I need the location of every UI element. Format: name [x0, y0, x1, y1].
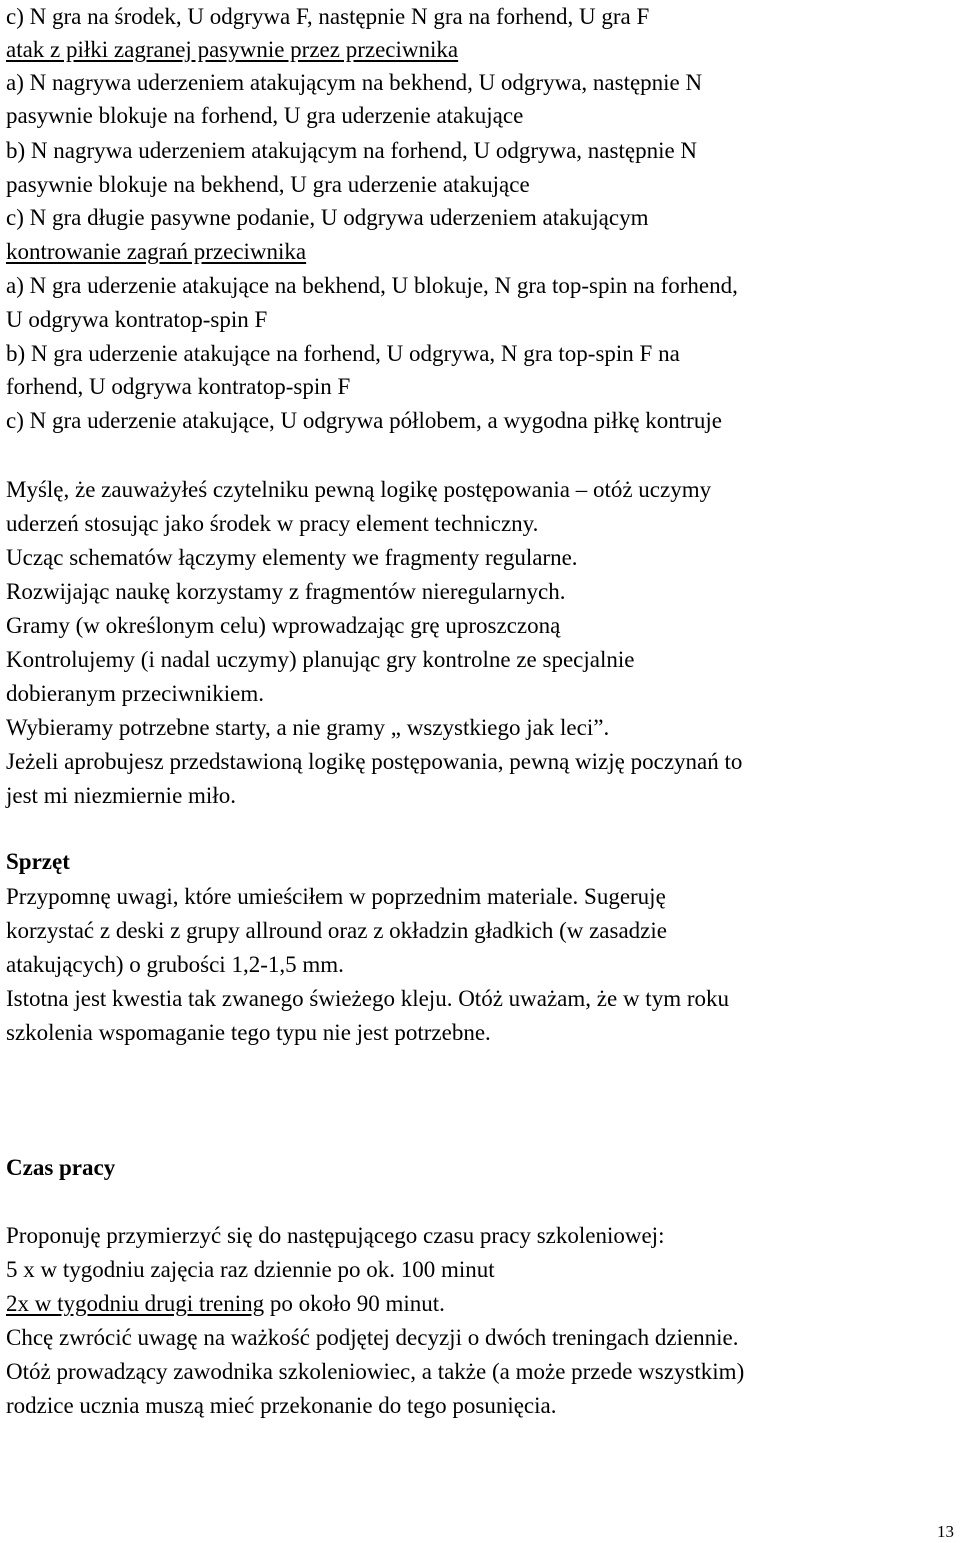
paragraph-line: atakujących) o grubości 1,2-1,5 mm. — [6, 952, 344, 977]
paragraph-line: Wybieramy potrzebne starty, a nie gramy „ wszystkiego jak leci”. — [6, 715, 610, 740]
paragraph-line: rodzice ucznia muszą mieć przekonanie do tego posunięcia. — [6, 1393, 557, 1418]
subheading-passive-attack: atak z piłki zagranej pasywnie przez przeciwnika — [6, 37, 459, 62]
paragraph-line: Jeżeli aprobujesz przedstawioną logikę postępowania, pewną wizję poczynań to — [6, 749, 743, 774]
subheading-countering: kontrowanie zagrań przeciwnika — [6, 239, 307, 264]
phrase-rest: po około 90 minut. — [264, 1291, 445, 1316]
drill-line: b) N nagrywa uderzeniem atakującym na forhend, U odgrywa, następnie N — [6, 138, 698, 163]
drill-line: a) N gra uderzenie atakujące na bekhend, U blokuje, N gra top-spin na forhend, — [6, 273, 738, 298]
paragraph-line — [6, 1287, 445, 1321]
paragraph-line: Myślę, że zauważyłeś czytelniku pewną logikę postępowania – otóż uczymy — [6, 477, 712, 502]
drill-line: c) N gra uderzenie atakujące, U odgrywa półlobem, a wygodna piłkę kontruje — [6, 408, 722, 433]
drill-line: a) N nagrywa uderzeniem atakującym na bekhend, U odgrywa, następnie N — [6, 70, 703, 95]
drill-line: pasywnie blokuje na forhend, U gra uderzenie atakujące — [6, 103, 524, 128]
drill-line: U odgrywa kontratop-spin F — [6, 307, 268, 332]
page-number: 13 — [937, 1522, 954, 1541]
paragraph-line: Gramy (w określonym celu) wprowadzając grę uproszczoną — [6, 613, 561, 638]
underlined-phrase: 2x w tygodniu drugi trening — [6, 1291, 265, 1316]
paragraph-line: Proponuję przymierzyć się do następującego czasu pracy szkoleniowej: — [6, 1223, 665, 1248]
paragraph-line: jest mi niezmiernie miło. — [6, 783, 236, 808]
paragraph-line: szkolenia wspomaganie tego typu nie jest potrzebne. — [6, 1020, 491, 1045]
paragraph-line: dobieranym przeciwnikiem. — [6, 681, 265, 706]
drill-line: forhend, U odgrywa kontratop-spin F — [6, 374, 351, 399]
paragraph-line: uderzeń stosując jako środek w pracy element techniczny. — [6, 511, 539, 536]
paragraph-line: Chcę zwrócić uwagę na ważkość podjętej decyzji o dwóch treningach dziennie. — [6, 1325, 739, 1350]
paragraph-line: Kontrolujemy (i nadal uczymy) planując gry kontrolne ze specjalnie — [6, 647, 635, 672]
paragraph-line: Ucząc schematów łączymy elementy we fragmenty regularne. — [6, 545, 578, 570]
paragraph-line: korzystać z deski z grupy allround oraz z okładzin gładkich (w zasadzie — [6, 918, 667, 943]
drill-line: pasywnie blokuje na bekhend, U gra uderzenie atakujące — [6, 172, 530, 197]
paragraph-line: Przypomnę uwagi, które umieściłem w poprzednim materiale. Sugeruję — [6, 884, 666, 909]
drill-line: c) N gra długie pasywne podanie, U odgrywa uderzeniem atakującym — [6, 205, 649, 230]
drill-line: c) N gra na środek, U odgrywa F, następnie N gra na forhend, U gra F — [6, 4, 650, 29]
paragraph-line: 5 x w tygodniu zajęcia raz dziennie po ok. 100 minut — [6, 1257, 495, 1282]
drill-line: b) N gra uderzenie atakujące na forhend, U odgrywa, N gra top-spin F na — [6, 341, 680, 366]
section-heading-work-time: Czas pracy — [6, 1155, 116, 1180]
paragraph-line: Istotna jest kwestia tak zwanego świeżego kleju. Otóż uważam, że w tym roku — [6, 986, 729, 1011]
section-heading-equipment: Sprzęt — [6, 849, 70, 874]
paragraph-line: Rozwijając naukę korzystamy z fragmentów nieregularnych. — [6, 579, 566, 604]
paragraph-line: Otóż prowadzący zawodnika szkoleniowiec, a także (a może przede wszystkim) — [6, 1359, 745, 1384]
